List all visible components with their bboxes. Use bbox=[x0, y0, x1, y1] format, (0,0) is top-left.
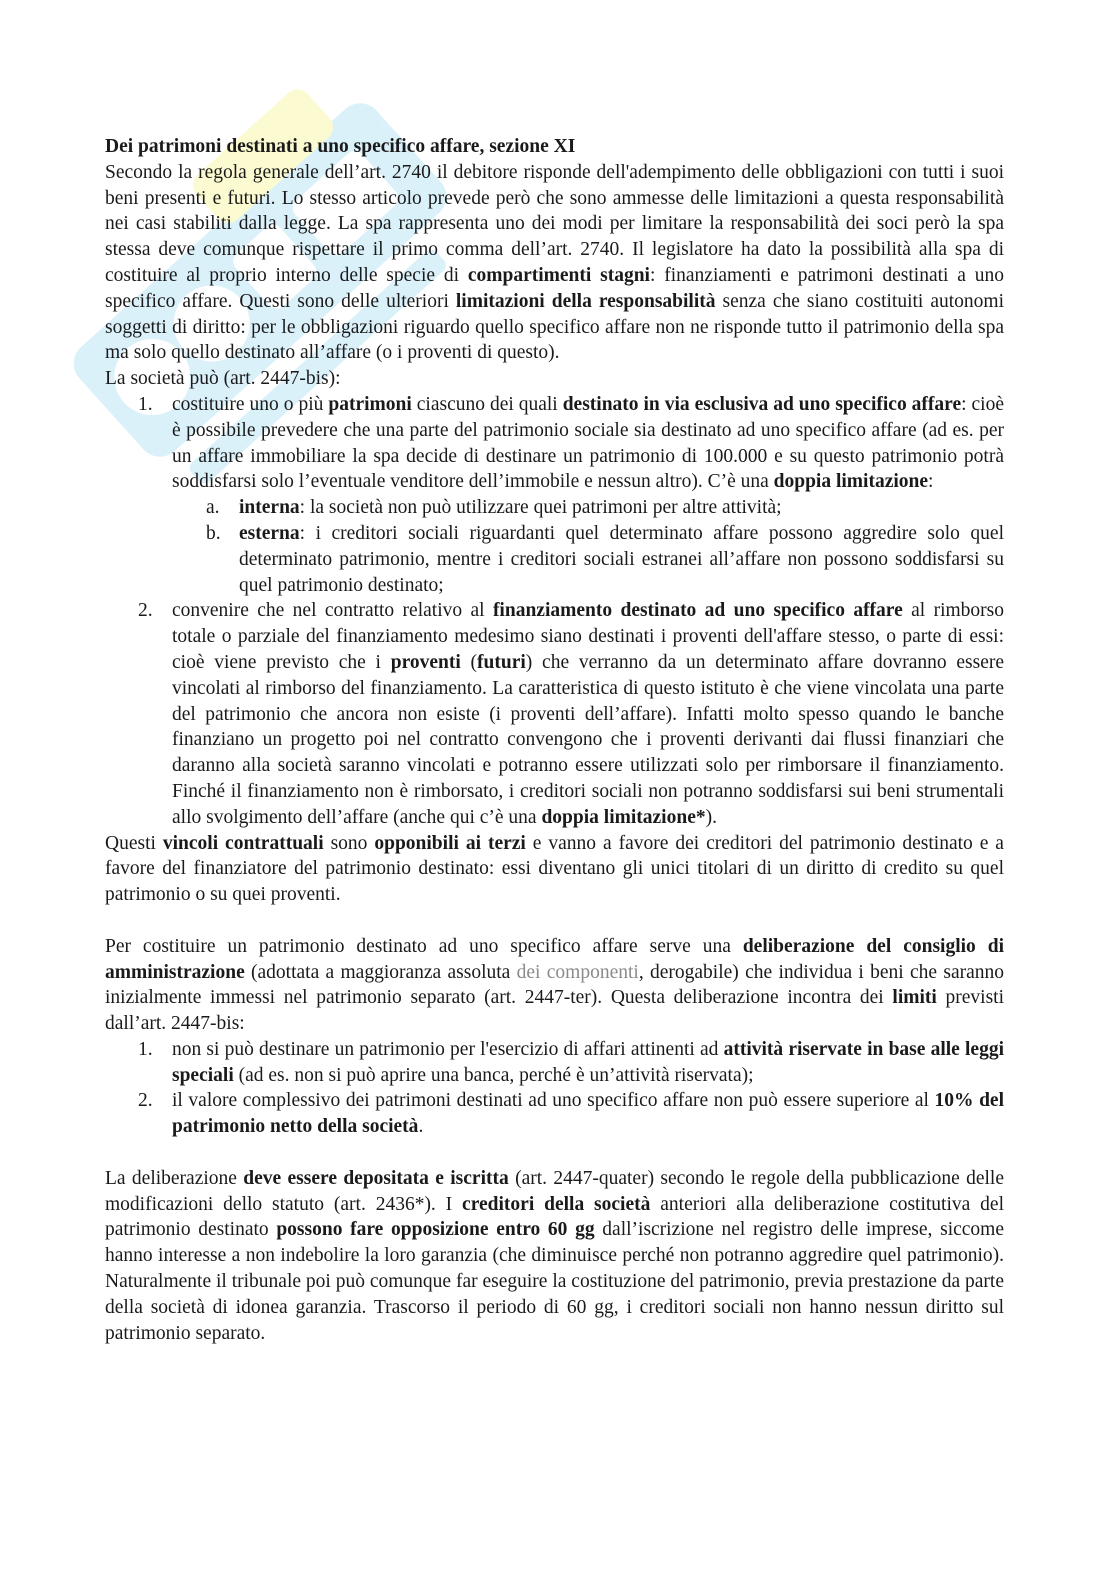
list-item: 2. convenire che nel contratto relativo al finanziamento destinato ad uno specifico affare al rimborso totale o parziale del finanziamento medesimo siano destinati i proventi dell'affare stesso, o parte di essi: cioè viene previsto che i proventi (futuri) che verranno da un determinato affare dovranno essere vincolati al rimborso del finanziamento. La caratteristica di questo istituto è che viene vincolata una parte del patrimonio che ancora non esiste (i proventi dell’affare). Infatti molto spesso quando le banche finanziano un progetto poi nel contratto convengono che i proventi derivanti dai flussi finanziari che daranno alla società saranno vincolati e potranno essere utilizzati solo per rimborsare il finanziamento. Finché il finanziamento non è rimborsato, i creditori sociali non potranno soddisfarsi sui beni strumentali allo svolgimento dell’affare (anche qui c’è una doppia limitazione*). bbox=[138, 600, 1005, 828]
document-page bbox=[105, 134, 1004, 1346]
paragraph-intro: Secondo la regola generale dell’art. 2740 il debitore risponde dell'adempimento delle obbligazioni con tutti i suoi beni presenti e futuri. Lo stesso articolo prevede però che sono ammesse delle limitazioni a questa responsabilità nei casi stabiliti dalla legge. La spa rappresenta uno dei modi per limitare la responsabilità dei soci però la spa stessa deve comunque rispettare il primo comma dell’art. 2740. Il legislatore ha dato la possibilità alla spa di costituire al proprio interno delle specie di compartimenti stagni: finanziamenti e patrimoni destinati a uno specifico affare. Questi sono delle ulteriori limitazioni della responsabilità senza che siano costituiti autonomi soggetti di diritto: per le obbligazioni riguardo quello specifico affare non ne risponde tutto il patrimonio della spa ma solo quello destinato all’affare (o i proventi di questo). bbox=[105, 161, 1005, 364]
paragraph-societa-puo: La società può (art. 2447-bis): bbox=[105, 368, 341, 390]
list-letter: b. bbox=[206, 522, 221, 544]
paragraph-deliberazione: Per costituire un patrimonio destinato ad uno specifico affare serve una deliberazione del consiglio di amministrazione (adottata a maggioranza assoluta dei componenti, derogabile) che individua i beni che saranno inizialmente immessi nel patrimonio separato (art. 2447-ter). Questa deliberazione incontra dei limiti previsti dall’art. 2447-bis: bbox=[105, 935, 1005, 1035]
sub-list-item: b. esterna: i creditori sociali riguardanti quel determinato affare possono aggredire solo quel determinato patrimonio, mentre i creditori sociali estranei all’affare non possono soddisfarsi su quel patrimonio destinato; bbox=[206, 522, 1004, 596]
list-item: 1. costituire uno o più patrimoni ciascuno dei quali destinato in via esclusiva ad uno specifico affare: cioè è possibile prevedere che una parte del patrimonio sociale sia destinato ad uno specifico affare (ad es. per un affare immobiliare la spa decide di destinare un patrimonio di 100.000 e su questo patrimonio potrà soddisfarsi solo l’eventuale venditore dell’immobile e nessun altro). C’è una doppia limitazione: bbox=[138, 393, 1004, 493]
paragraph-deposito: La deliberazione deve essere depositata e iscritta (art. 2447-quater) secondo le regole della pubblicazione delle modificazioni dello statuto (art. 2436*). I creditori della società anteriori alla deliberazione costitutiva del patrimonio destinato possono fare opposizione entro 60 gg dall’iscrizione nel registro delle imprese, siccome hanno interesse a non indebolire la loro garanzia (che diminuisce perché non potranno aggredire quel patrimonio). Naturalmente il tribunale poi può comunque far eseguire la costituzione del patrimonio, previa prestazione da parte della società di idonea garanzia. Trascorso il periodo di 60 gg, i creditori sociali non hanno nessun diritto sul patrimonio separato. bbox=[105, 1167, 1004, 1344]
list-number: 2. bbox=[138, 600, 153, 622]
sub-list-item: a. interna: la società non può utilizzare quei patrimoni per altre attività; bbox=[105, 495, 1004, 521]
list-number: 1. bbox=[138, 393, 153, 415]
list-item: 2. il valore complessivo dei patrimoni destinati ad uno specifico affare non può essere superiore al 10% del patrimonio netto della società. bbox=[138, 1090, 1005, 1138]
paragraph-vincoli: Questi vincoli contrattuali sono opponibili ai terzi e vanno a favore dei creditori del patrimonio destinato e a favore del finanziatore del patrimonio destinato: essi diventano gli unici titolari di un diritto di credito su quel patrimonio o su quei proventi. bbox=[105, 832, 1004, 906]
list-letter: a. bbox=[206, 497, 220, 519]
page-title: Dei patrimoni destinati a uno specifico affare, sezione XI bbox=[105, 136, 576, 157]
numbered-list-options bbox=[105, 392, 1004, 831]
numbered-list-limiti bbox=[105, 1037, 1004, 1140]
list-number: 2. bbox=[138, 1090, 153, 1112]
list-number: 1. bbox=[138, 1038, 153, 1060]
list-item: 1. non si può destinare un patrimonio per l'esercizio di affari attinenti ad attività riservate in base alle leggi speciali (ad es. non si può aprire una banca, perché è un’attività riservata); bbox=[138, 1038, 1004, 1086]
